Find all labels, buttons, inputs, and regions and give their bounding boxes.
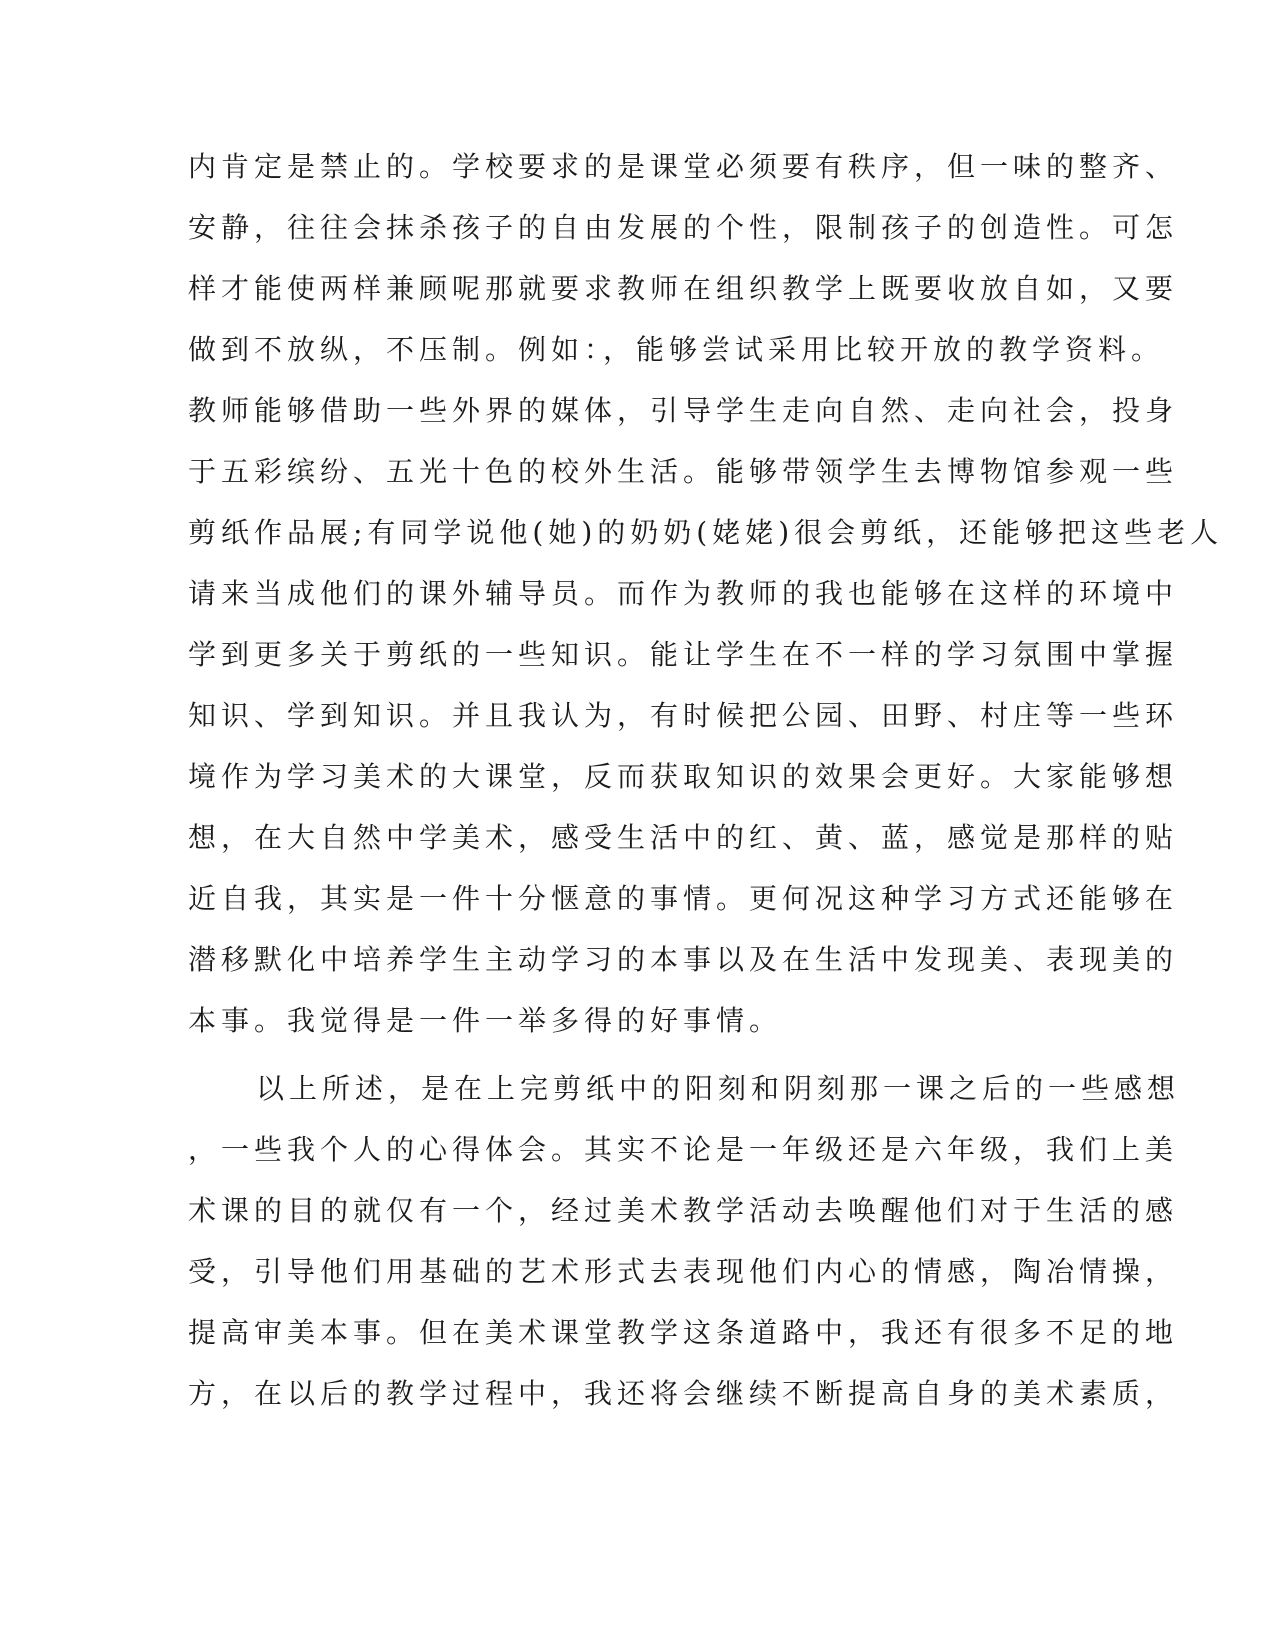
- body-text: [188, 136, 1224, 1424]
- text-line: 做到不放纵，不压制。例如：，能够尝试采用比较开放的教学资料。: [188, 333, 1165, 366]
- text-line: 受，引导他们用基础的艺术形式去表现他们内心的情感，陶冶情操，: [188, 1255, 1179, 1288]
- paragraph-1: [188, 136, 1224, 1051]
- text-line: ，一些我个人的心得体会。其实不论是一年级还是六年级，我们上美: [188, 1133, 1179, 1166]
- text-line: 安静，往往会抹杀孩子的自由发展的个性，限制孩子的创造性。可怎: [188, 211, 1179, 244]
- paragraph-gap: [188, 1051, 1088, 1058]
- text-line: 学到更多关于剪纸的一些知识。能让学生在不一样的学习氛围中掌握: [188, 638, 1179, 671]
- text-line: 样才能使两样兼顾呢那就要求教师在组织教学上既要收放自如，又要: [188, 272, 1179, 305]
- text-line: 境作为学习美术的大课堂，反而获取知识的效果会更好。大家能够想: [188, 760, 1179, 793]
- text-line: 于五彩缤纷、五光十色的校外生活。能够带领学生去博物馆参观一些: [188, 455, 1179, 488]
- text-line: 近自我，其实是一件十分惬意的事情。更何况这种学习方式还能够在: [188, 882, 1179, 915]
- text-line: 剪纸作品展;有同学说他(她)的奶奶(姥姥)很会剪纸，还能够把这些老人: [188, 516, 1224, 549]
- text-line: 内肯定是禁止的。学校要求的是课堂必须要有秩序，但一味的整齐、: [188, 150, 1179, 183]
- text-line: 请来当成他们的课外辅导员。而作为教师的我也能够在这样的环境中: [188, 577, 1179, 610]
- text-line: 知识、学到知识。并且我认为，有时候把公园、田野、村庄等一些环: [188, 699, 1179, 732]
- text-line: 术课的目的就仅有一个，经过美术教学活动去唤醒他们对于生活的感: [188, 1194, 1179, 1227]
- text-line: 潜移默化中培养学生主动学习的本事以及在生活中发现美、表现美的: [188, 943, 1179, 976]
- text-line: 教师能够借助一些外界的媒体，引导学生走向自然、走向社会，投身: [188, 394, 1179, 427]
- text-line: 想，在大自然中学美术，感受生活中的红、黄、蓝，感觉是那样的贴: [188, 821, 1179, 854]
- paragraph-2: [188, 1058, 1181, 1424]
- text-line: 本事。我觉得是一件一举多得的好事情。: [188, 1004, 783, 1037]
- text-line: 提高审美本事。但在美术课堂教学这条道路中，我还有很多不足的地: [188, 1316, 1179, 1349]
- text-line-indented: 以上所述，是在上完剪纸中的阳刻和阴刻那一课之后的一些感想: [256, 1072, 1181, 1105]
- text-line: 方，在以后的教学过程中，我还将会继续不断提高自身的美术素质，: [188, 1377, 1179, 1410]
